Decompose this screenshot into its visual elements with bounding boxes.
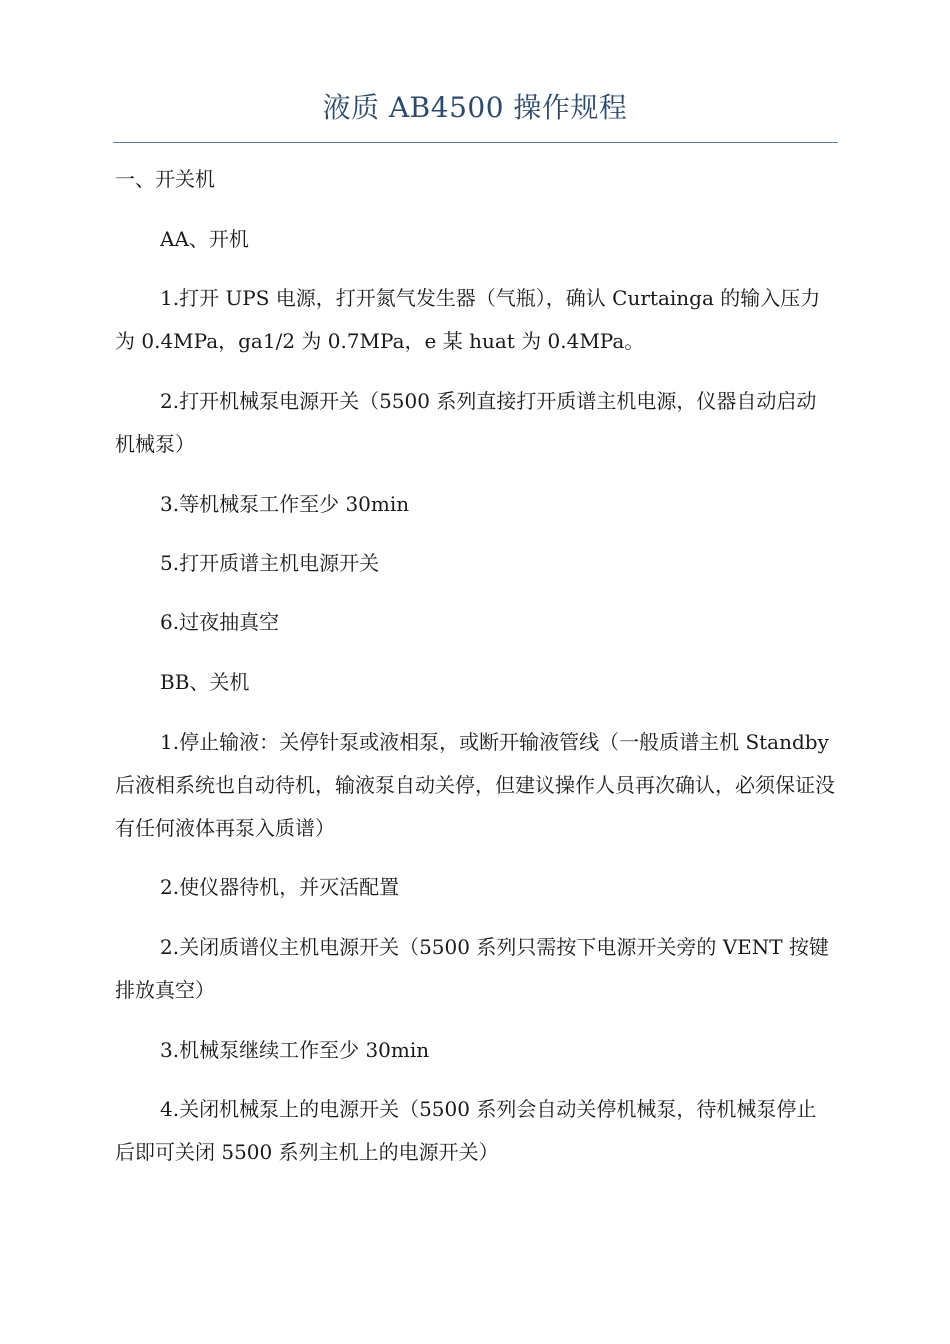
step-power-off-3: 3.机械泵继续工作至少 30min — [160, 1038, 430, 1062]
step-power-off-2a: 2.使仪器待机，并灭活配置 — [160, 875, 400, 899]
step-power-off-4: 4.关闭机械泵上的电源开关（5500 系列会自动关停机械泵，待机械泵停止后即可关闭 5500 系列主机上的电源开关） — [115, 1097, 817, 1164]
step-power-on-6: 6.过夜抽真空 — [160, 610, 280, 634]
step-power-on-3: 3.等机械泵工作至少 30min — [160, 492, 410, 516]
step-power-on-2: 2.打开机械泵电源开关（5500 系列直接打开质谱主机电源，仪器自动启动机械泵） — [115, 389, 817, 456]
subheading-power-off: BB、关机 — [160, 670, 250, 694]
step-power-on-5: 5.打开质谱主机电源开关 — [160, 551, 380, 575]
title-divider — [113, 142, 838, 143]
step-power-on-1: 1.打开 UPS 电源，打开氮气发生器（气瓶），确认 Curtainga 的输入压力为 0.4MPa，ga1/2 为 0.7MPa，e 某 huat 为 0.4MPa。 — [115, 286, 821, 353]
step-power-off-1: 1.停止输液：关停针泵或液相泵，或断开输液管线（一般质谱主机 Standby 后液相系统也自动待机，输液泵自动关停，但建议操作人员再次确认，必须保证没有任何液体再泵入质谱） — [115, 730, 835, 840]
step-power-off-2b: 2.关闭质谱仪主机电源开关（5500 系列只需按下电源开关旁的 VENT 按键排放真空） — [115, 935, 829, 1002]
section-heading-power: 一、开关机 — [115, 167, 215, 191]
subheading-power-on: AA、开机 — [160, 227, 249, 251]
document-title: 液质 AB4500 操作规程 — [322, 91, 628, 124]
